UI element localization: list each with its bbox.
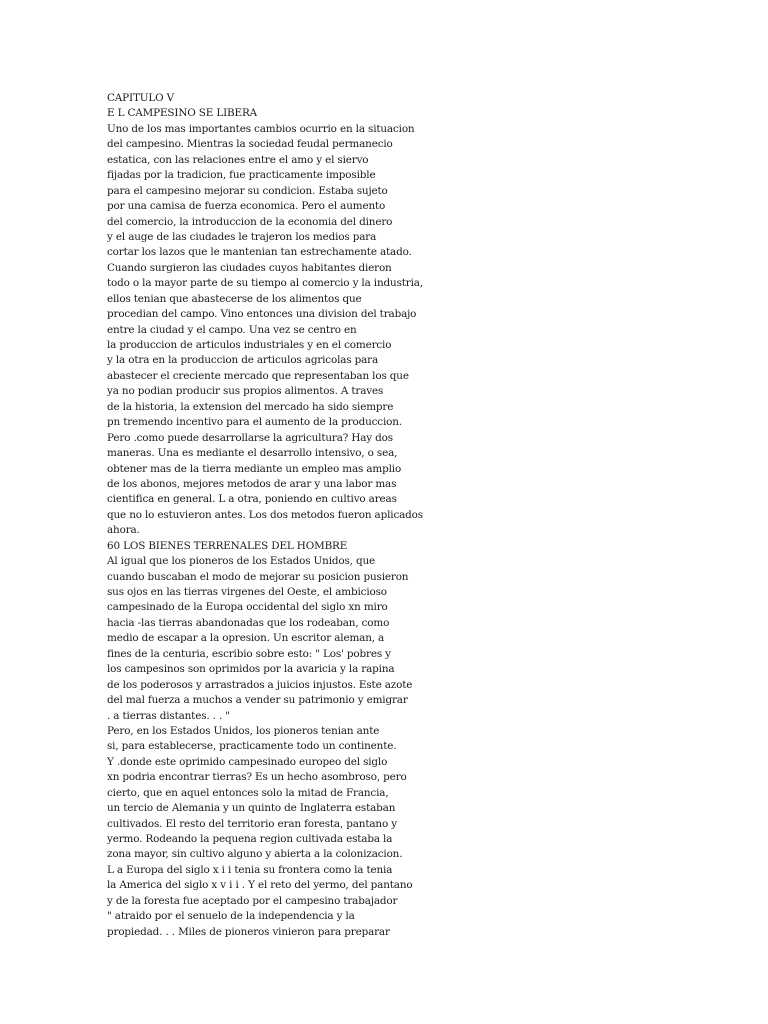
text-line: campesinado de la Europa occidental del siglo xn miro [107, 601, 388, 614]
text-line: cierto, que en aquel entonces solo la mitad de Francia, [107, 786, 389, 799]
text-line: L a Europa del siglo x i i tenia su frontera como la tenia [107, 863, 393, 876]
text-line: fines de la centuria, escribio sobre esto: " Los' pobres y [107, 647, 391, 660]
text-line: . a tierras distantes. . . " [107, 709, 230, 722]
text-line: cuando buscaban el modo de mejorar su posicion pusieron [107, 570, 409, 583]
text-line: pn tremendo incentivo para el aumento de la produccion. [107, 416, 402, 429]
text-line: ellos tenian que abastecerse de los alimentos que [107, 292, 362, 305]
text-line: y la otra en la produccion de articulos agricolas para [107, 354, 379, 367]
text-line: la America del siglo x v i i . Y el reto del yermo, del pantano [107, 879, 413, 892]
text-line: si, para establecerse, practicamente todo un continente. [107, 740, 397, 753]
text-line: cultivados. El resto del territorio eran foresta, pantano y [107, 817, 397, 830]
text-line: sus ojos en las tierras virgenes del Oeste, el ambicioso [107, 586, 387, 598]
text-line: Al igual que los pioneros de los Estados Unidos, que [107, 555, 376, 568]
text-line: del comercio, la introduccion de la economia del dinero [107, 215, 393, 228]
text-line: cortar los lazos que le mantenian tan estrechamente atado. [107, 246, 412, 259]
chapter-number: CAPITULO V [107, 92, 174, 104]
text-line: " atraido por el senuelo de la independencia y la [107, 910, 355, 923]
document-text [107, 91, 423, 940]
text-line: Cuando surgieron las ciudades cuyos habitantes dieron [107, 261, 392, 274]
text-line: yermo. Rodeando la pequena region cultivada estaba la [107, 833, 393, 845]
text-line: xn podria encontrar tierras? Es un hecho asombroso, pero [107, 771, 407, 784]
text-line: cientifica en general. L a otra, poniendo en cultivo areas [107, 493, 397, 506]
text-line: de la historia, la extension del mercado ha sido siempre [107, 400, 394, 413]
text-line: y el auge de las ciudades le trajeron los medios para [107, 230, 377, 243]
text-line: Uno de los mas importantes cambios ocurrio en la situacion [107, 122, 415, 135]
text-line: zona mayor, sin cultivo alguno y abierta a la colonizacion. [107, 848, 403, 861]
text-line: estatica, con las relaciones entre el amo y el siervo [107, 153, 369, 166]
text-line: abastecer el creciente mercado que representaban los que [107, 369, 409, 382]
text-line: medio de escapar a la opresion. Un escritor aleman, a [107, 632, 385, 645]
text-line: para el campesino mejorar su condicion. Estaba sujeto [107, 184, 388, 197]
text-line: ahora. [107, 524, 140, 537]
running-header: 60 LOS BIENES TERRENALES DEL HOMBRE [107, 539, 348, 552]
text-line: Pero, en los Estados Unidos, los pioneros tenian ante [107, 724, 380, 737]
text-line: hacia -las tierras abandonadas que los rodeaban, como [107, 616, 390, 629]
text-line: y de la foresta fue aceptado por el campesino trabajador [107, 894, 398, 907]
text-line: de los poderosos y arrastrados a juicios injustos. Este azote [107, 678, 413, 691]
text-line: ya no podian producir sus propios alimentos. A traves [107, 385, 384, 398]
text-line: Y .donde este oprimido campesinado europeo del siglo [107, 755, 388, 768]
text-line: fijadas por la tradicion, fue practicamente imposible [107, 169, 376, 182]
text-line: de los abonos, mejores metodos de arar y una labor mas [107, 477, 397, 490]
text-line: obtener mas de la tierra mediante un empleo mas amplio [107, 462, 402, 475]
text-line: entre la ciudad y el campo. Una vez se centro en [107, 323, 357, 336]
text-line: un tercio de Alemania y un quinto de Inglaterra estaban [107, 802, 396, 815]
text-line: la produccion de articulos industriales y en el comercio [107, 339, 392, 351]
text-line: por una camisa de fuerza economica. Pero el aumento [107, 200, 386, 213]
text-line: procedian del campo. Vino entonces una division del trabajo [107, 308, 417, 321]
text-line: propiedad. . . Miles de pioneros vinieron para preparar [107, 925, 390, 938]
chapter-title: E L CAMPESINO SE LIBERA [107, 107, 258, 120]
text-line: Pero .como puede desarrollarse la agricultura? Hay dos [107, 431, 393, 444]
text-line: los campesinos son oprimidos por la avaricia y la rapina [107, 663, 395, 676]
text-line: del mal fuerza a muchos a vender su patrimonio y emigrar [107, 694, 408, 707]
text-line: maneras. Una es mediante el desarrollo intensivo, o sea, [107, 447, 398, 460]
text-line: todo o la mayor parte de su tiempo al comercio y la industria, [107, 277, 423, 290]
text-line: que no lo estuvieron antes. Los dos metodos fueron aplicados [107, 508, 423, 521]
text-line: del campesino. Mientras la sociedad feudal permanecio [107, 138, 393, 151]
